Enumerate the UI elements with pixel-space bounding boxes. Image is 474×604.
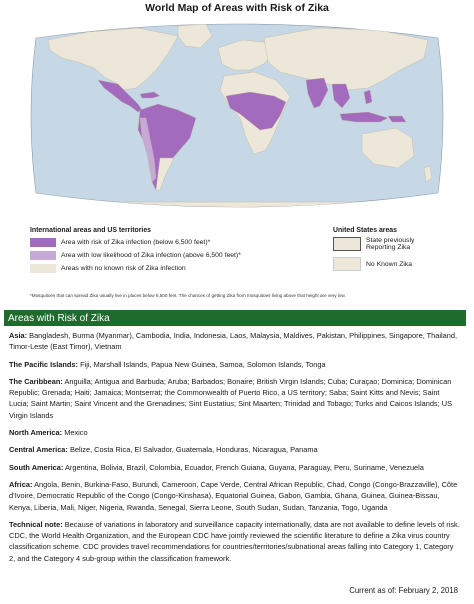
entry-pacific-islands [9, 359, 461, 370]
entry-label: The Pacific Islands: [9, 359, 79, 369]
legend-swatch-state-previously [333, 237, 361, 251]
entry-text: Fiji, Marshall Islands, Papua New Guinea, Samoa, Solomon Islands, Tonga [80, 359, 326, 369]
map-antarctica [28, 202, 446, 213]
entry-asia [9, 330, 461, 353]
entry-text: Because of variations in laboratory and surveillance capacity internationally, data are not available to define levels of risk. CDC, the World Health Organization, and the European CDC have jointly reviewed the scientific literature to define a Zika virus country classification scheme. CDC provides travel recommendations for countries/territories/subnational areas falling into Category 1, Category 2, and the Category 4 sub-group within the classification framework. [9, 519, 460, 563]
legend-label: Area with risk of Zika infection (below 6,500 feet)* [61, 238, 211, 246]
entry-label: Technical note: [9, 519, 63, 529]
page-title: World Map of Areas with Risk of Zika [145, 2, 329, 14]
legend-item-no-risk [30, 263, 320, 273]
entry-text: Anguilla; Antigua and Barbuda; Aruba; Barbados; Bonaire; British Virgin Islands; Cuba; Curaçao; Dominica; Dominican Republic; Grenada; Haiti; Jamaica; Montserrat; the Commonwealth of Puerto Rico, a US territory; Saba; Saint Kitts and Nevis; Saint Lucia; Saint Martin; Saint Vincent and the Grenadines; Sint Eustatius; Sint Maarten; Trinidad and Tobago; Turks and Caicos Islands; US Virgin Islands [9, 376, 453, 420]
legend-item-no-known [333, 257, 453, 271]
legend-label: Areas with no known risk of Zika infection [61, 264, 186, 272]
legend-swatch-low-likelihood [30, 251, 56, 260]
legend-item-low-likelihood [30, 250, 320, 260]
legend-swatch-risk [30, 238, 56, 247]
entry-label: Africa: [9, 479, 33, 489]
entry-text: Argentina, Bolivia, Brazil, Colombia, Ecuador, French Guiana, Guyana, Paraguay, Peru, Suriname, Venezuela [65, 462, 424, 472]
entry-africa [9, 479, 461, 513]
entry-north-america [9, 427, 461, 438]
entry-label: South America: [9, 462, 64, 472]
legend-item-risk [30, 237, 320, 247]
section-title: Areas with Risk of Zika [8, 312, 110, 324]
entry-text: Bangladesh, Burma (Myanmar), Cambodia, India, Indonesia, Laos, Malaysia, Maldives, Pakistan, Philippines, Singapore, Thailand, Timor-Leste (East Timor), Vietnam [9, 331, 458, 352]
entry-central-america [9, 444, 461, 455]
legend-swatch-no-known [333, 257, 361, 271]
entry-text: Angola, Benin, Burkina-Faso, Burundi, Cameroon, Cape Verde, Central African Republic, Chad, Congo (Congo-Brazzaville), Côte d’Ivoire, Democratic Republic of the Congo (Congo-Kinshasa), Equatorial Guinea, Gabon, Gambia, Ghana, Guinea, Guinea-Bissau, Kenya, Liberia, Mali, Niger, Nigeria, Rwanda, Senegal, Sierra Leone, South Sudan, Sudan, Tanzania, Togo, Uganda [9, 479, 458, 512]
world-map [28, 18, 446, 213]
legend-label: State previously Reporting Zika [366, 237, 415, 251]
entry-label: North America: [9, 428, 63, 438]
legend-us-heading: United States areas [333, 227, 397, 234]
legend-item-state-previously [333, 237, 453, 251]
entry-south-america [9, 462, 461, 473]
section-header [4, 310, 466, 326]
entry-label: Central America: [9, 445, 68, 455]
legend-international [30, 227, 320, 276]
entry-label: Asia: [9, 331, 28, 340]
current-as-of: Current as of: February 2, 2018 [349, 586, 458, 595]
footnote: *Mosquitoes that can spread Zika usually live in places below 6,500 feet. The chances of getting Zika from mosquitoes living above that height are very low. [30, 293, 346, 298]
legend-label: No Known Zika [366, 260, 413, 268]
entry-text: Mexico [64, 428, 88, 438]
region-list [9, 330, 461, 570]
entry-technical-note [9, 519, 461, 564]
legend-heading: International areas and US territories [30, 227, 152, 234]
entry-label: The Caribbean: [9, 376, 63, 386]
legend-swatch-no-risk [30, 264, 56, 273]
legend-label: Area with low likelihood of Zika infection (above 6,500 feet)* [61, 251, 241, 259]
legend-us-areas [333, 227, 453, 271]
entry-text: Belize, Costa Rica, El Salvador, Guatemala, Honduras, Nicaragua, Panama [69, 445, 318, 455]
entry-caribbean [9, 376, 461, 421]
